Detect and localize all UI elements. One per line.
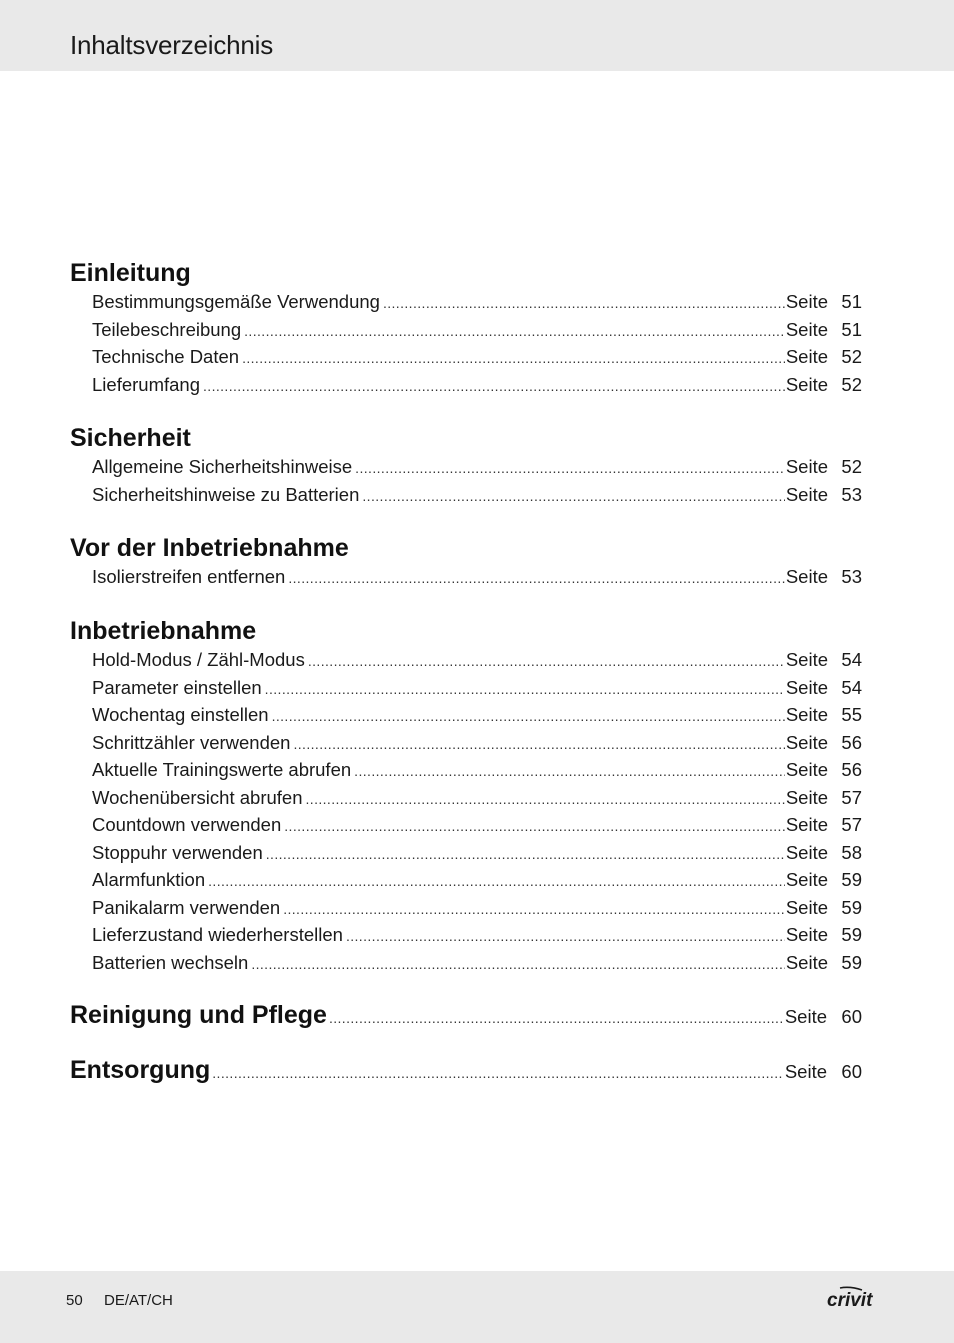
footer-page-number: 50	[66, 1292, 83, 1309]
entry-page-number: 58	[841, 841, 862, 863]
entry-label: Wochentag einstellen	[92, 704, 269, 725]
toc-entry[interactable]	[70, 343, 862, 371]
entry-seite: Seite	[785, 704, 828, 725]
toc-entry[interactable]	[70, 921, 862, 949]
toc-entry[interactable]	[70, 646, 862, 674]
entry-seite: Seite	[785, 291, 828, 312]
footer-country-code: DE/AT/CH	[104, 1292, 173, 1309]
entry-label: Lieferzustand wiederherstellen	[92, 924, 343, 945]
leader-dots	[329, 1002, 784, 1034]
entry-page-number: 54	[841, 676, 862, 698]
section-heading: Vor der Inbetriebnahme	[70, 534, 349, 562]
entry-seite: Seite	[785, 841, 828, 863]
entry-seite: Seite	[785, 373, 828, 395]
entry-label: Hold-Modus / Zähl-Modus	[92, 649, 305, 670]
leader-dots	[265, 676, 785, 704]
leader-dots	[208, 868, 785, 896]
toc-entry[interactable]	[70, 999, 862, 1031]
section-heading: Sicherheit	[70, 424, 191, 452]
toc-section-einleitung	[70, 258, 862, 398]
toc-section-sicherheit	[70, 423, 862, 508]
entry-page-number: 56	[841, 731, 862, 753]
entry-seite: Seite	[785, 786, 828, 808]
leader-dots	[203, 373, 785, 401]
entry-page-number: 52	[841, 346, 862, 367]
entry-page-number: 54	[841, 649, 862, 670]
entry-label: Aktuelle Trainingswerte abrufen	[92, 759, 352, 780]
entry-seite: Seite	[785, 759, 828, 780]
entry-seite: Seite	[785, 346, 828, 367]
entry-page-number: 51	[841, 318, 862, 340]
toc-entry[interactable]	[70, 894, 862, 922]
section-heading: Einleitung	[70, 259, 191, 287]
leader-dots	[242, 345, 785, 373]
leader-dots	[251, 951, 785, 979]
entry-seite: Seite	[785, 814, 828, 835]
toc-entry[interactable]	[70, 701, 862, 729]
leader-dots	[288, 565, 784, 593]
leader-dots	[308, 648, 785, 676]
leader-dots	[293, 731, 784, 759]
toc-entry[interactable]	[70, 1054, 862, 1086]
toc-section-vor-der-inbetriebnahme	[70, 533, 862, 591]
entry-seite: Seite	[785, 318, 828, 340]
entry-seite: Seite	[785, 676, 828, 698]
leader-dots	[305, 786, 784, 814]
entry-label: Teilebeschreibung	[92, 318, 242, 340]
entry-seite: Seite	[785, 566, 828, 587]
entry-label: Allgemeine Sicherheitshinweise	[92, 456, 353, 477]
entry-seite: Seite	[785, 951, 828, 973]
toc-entry[interactable]	[70, 316, 862, 344]
toc-section-entsorgung	[70, 1054, 862, 1086]
leader-dots	[355, 455, 785, 483]
entry-label: Bestimmungsgemäße Verwendung	[92, 291, 380, 312]
section-heading: Reinigung und Pflege	[70, 1001, 327, 1029]
entry-label: Technische Daten	[92, 346, 240, 367]
section-heading: Inbetriebnahme	[70, 617, 257, 645]
entry-page-number: 60	[841, 1006, 862, 1027]
entry-page-number: 59	[841, 869, 862, 890]
leader-dots	[283, 896, 785, 924]
entry-seite: Seite	[785, 924, 828, 945]
toc-entry[interactable]	[70, 729, 862, 757]
entry-label: Lieferumfang	[92, 373, 200, 395]
crivit-logo-icon	[826, 1284, 886, 1312]
entry-seite: Seite	[785, 483, 828, 505]
entry-seite: Seite	[785, 456, 828, 477]
page-title: Inhaltsverzeichnis	[70, 30, 274, 60]
entry-label: Wochenübersicht abrufen	[92, 786, 303, 808]
toc-entry[interactable]	[70, 784, 862, 812]
toc-entry[interactable]	[70, 371, 862, 399]
leader-dots	[266, 841, 785, 869]
entry-page-number: 53	[841, 483, 862, 505]
toc-entry[interactable]	[70, 866, 862, 894]
entry-label: Sicherheitshinweise zu Batterien	[92, 483, 360, 505]
entry-page-number: 57	[841, 786, 862, 808]
entry-page-number: 59	[841, 896, 862, 918]
entry-seite: Seite	[784, 1061, 827, 1082]
entry-label: Stoppuhr verwenden	[92, 841, 263, 863]
entry-page-number: 53	[841, 566, 862, 587]
toc-entry[interactable]	[70, 839, 862, 867]
entry-seite: Seite	[785, 731, 828, 753]
toc-entry[interactable]	[70, 563, 862, 591]
entry-seite: Seite	[785, 896, 828, 918]
entry-seite: Seite	[785, 869, 828, 890]
toc-entry[interactable]	[70, 453, 862, 481]
toc-entry[interactable]	[70, 949, 862, 977]
entry-page-number: 59	[841, 951, 862, 973]
entry-page-number: 55	[841, 704, 862, 725]
entry-label: Batterien wechseln	[92, 951, 249, 973]
entry-page-number: 51	[841, 291, 862, 312]
leader-dots	[362, 483, 784, 511]
leader-dots	[284, 813, 785, 841]
entry-label: Alarmfunktion	[92, 869, 206, 890]
leader-dots	[212, 1057, 784, 1089]
toc-section-inbetriebnahme	[70, 616, 862, 976]
entry-page-number: 60	[841, 1061, 862, 1082]
leader-dots	[346, 923, 785, 951]
toc-entry[interactable]	[70, 674, 862, 702]
entry-page-number: 56	[841, 759, 862, 780]
toc-entry[interactable]	[70, 811, 862, 839]
toc-section-reinigung-und-pflege	[70, 999, 862, 1031]
brand-wordmark: crivit	[827, 1290, 873, 1311]
entry-label: Isolierstreifen entfernen	[92, 566, 286, 587]
section-heading: Entsorgung	[70, 1056, 211, 1084]
entry-label: Schrittzähler verwenden	[92, 731, 291, 753]
entry-label: Panikalarm verwenden	[92, 896, 281, 918]
entry-label: Parameter einstellen	[92, 676, 262, 698]
entry-label: Countdown verwenden	[92, 814, 282, 835]
entry-page-number: 57	[841, 814, 862, 835]
entry-page-number: 59	[841, 924, 862, 945]
leader-dots	[383, 290, 785, 318]
toc-entry[interactable]	[70, 481, 862, 509]
leader-dots	[354, 758, 785, 786]
entry-page-number: 52	[841, 373, 862, 395]
leader-dots	[272, 703, 785, 731]
entry-seite: Seite	[785, 649, 828, 670]
entry-seite: Seite	[784, 1006, 827, 1027]
toc-entry[interactable]	[70, 288, 862, 316]
toc-entry[interactable]	[70, 756, 862, 784]
leader-dots	[244, 318, 785, 346]
entry-page-number: 52	[841, 456, 862, 477]
